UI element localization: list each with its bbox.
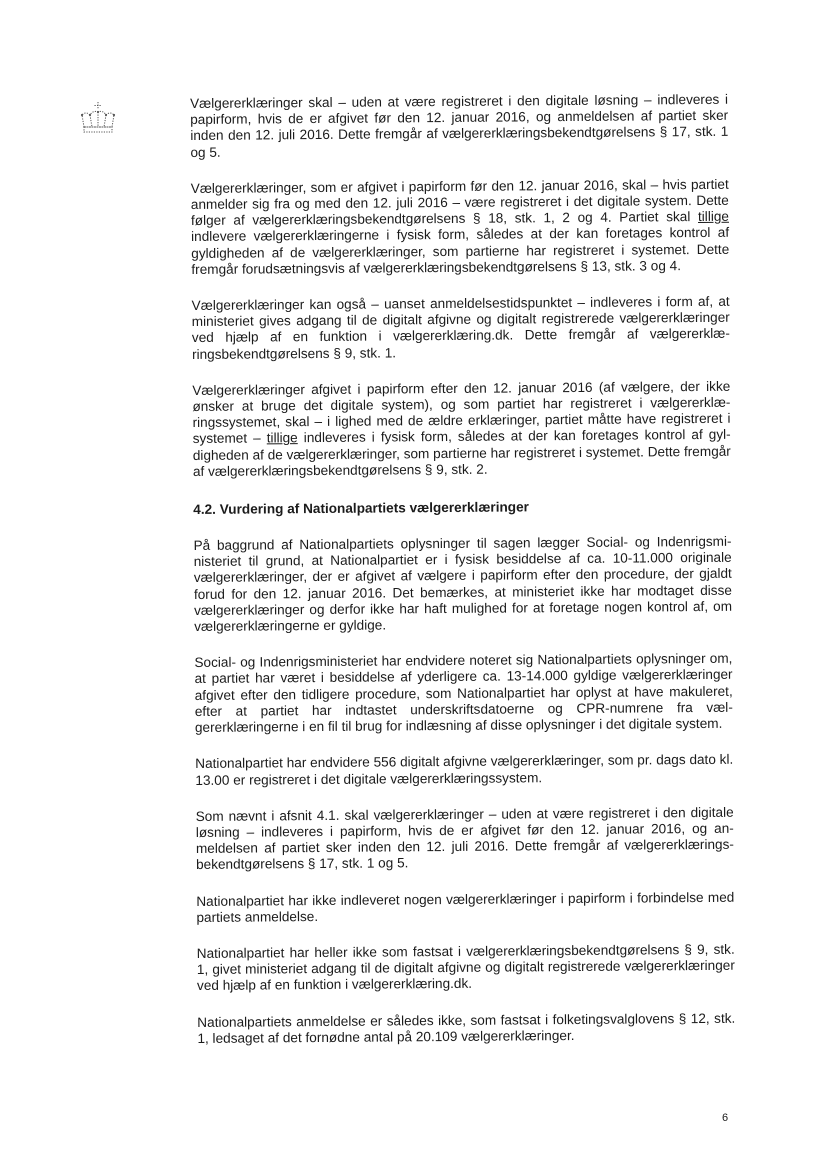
paragraph: Vælgererklæringer kan også – uanset anmeldelsestidspunktet – indleveres i form af, at ministeriet gives adgang til de digitalt afgivne og digitalt registrerede vælgererklæringer ved hjælp af en funktion i vælgererklæring.dk. Dette fremgår af vælgererklæringsbekendtgørelsens § 9, stk. 1.	[191, 293, 730, 362]
paragraph: Social- og Indenrigsministeriet har endvidere noteret sig Nationalpartiets oplysninger om, at partiet har været i besiddelse af yderligere ca. 13-14.000 gyldige vælgererklæringer afgivet efter den tidligere procedure, som Nationalpartiet har oplyst at have makuleret, efter at partiet har indtastet underskriftsdatoerne og CPR-numrene fra vælgererklæringerne i en fil til brug for indlæsning af disse oplysninger i det digitale system.	[194, 651, 733, 736]
paragraph: Som nævnt i afsnit 4.1. skal vælgererklæringer – uden at være registreret i den digitale løsning – indleveres i papirform, hvis de er afgivet før den 12. januar 2016, og anmeldelsen af partiet sker inden den 12. juli 2016. Dette fremgår af vælgererklæringsbekendtgørelsens § 17, stk. 1 og 5.	[195, 804, 734, 873]
paragraph: Vælgererklæringer skal – uden at være registreret i den digitale løsning – indleveres i papirform, hvis de er afgivet før den 12. januar 2016, og anmeldelsen af partiet sker inden den 12. juli 2016. Dette fremgår af vælgererklæringsbekendtgørelsens § 17, stk. 1 og 5.	[190, 91, 729, 160]
paragraph: Nationalpartiet har ikke indleveret nogen vælgererklæringer i papirform i forbindelse med partiets anmeldelse.	[196, 889, 735, 925]
paragraph: Nationalpartiets anmeldelse er således ikke, som fastsat i folketingsvalglovens § 12, stk. 1, ledsaget af det fornødne antal på 20.109 vælgererklæringer.	[197, 1010, 736, 1046]
paragraph: Nationalpartiet har heller ikke som fastsat i vælgererklæringsbekendtgørelsens § 9, stk. 1, givet ministeriet adgang til de digitalt afgivne og digitalt registrerede vælgererklæringer ved hjælp af en funktion i vælgererklæring.dk.	[196, 941, 735, 994]
paragraph: Vælgererklæringer afgivet i papirform efter den 12. januar 2016 (af vælgere, der ikke ønsker at bruge det digitale system), og som partiet har registreret i vælgererklæringssystemet, skal – i lighed med de ældre erklæringer, partiet måtte have registreret i systemet – tillige indleveres i fysisk form, således at der kan foretages kontrol af gyldigheden af de vælgererklæringer, som partierne har registreret i systemet. Dette fremgår af vælgererklæringsbekendtgørelsens § 9, stk. 2.	[192, 378, 731, 479]
paragraph: Nationalpartiet har endvidere 556 digitalt afgivne vælgererklæringer, som pr. dags dato kl. 13.00 er registreret i det digitale vælgererklæringssystem.	[195, 752, 734, 788]
document-body	[190, 92, 736, 1067]
paragraph: Vælgererklæringer, som er afgivet i papirform før den 12. januar 2016, skal – hvis partiet anmelder sig fra og med den 12. juli 2016 – være registreret i det digitale system. Dette følger af vælgererklæringsbekendtgørelsens § 18, stk. 1, 2 og 4. Partiet skal tillige indlevere vælgererklæringerne i fysisk form, således at der kan foretages kontrol af gyldigheden af de vælgererklæringer, som partierne har registreret i systemet. Dette fremgår forudsætningsvis af vælgererklæringsbekendtgørelsens § 13, stk. 3 og 4.	[190, 176, 730, 277]
crown-icon	[78, 100, 118, 136]
section-heading: 4.2. Vurdering af Nationalpartiets vælgererklæringer	[193, 499, 529, 518]
paragraph: På baggrund af Nationalpartiets oplysninger til sagen lægger Social- og Indenrigsministeriet til grund, at Nationalpartiet er i fysisk besiddelse af ca. 10-11.000 originale vælgererklæringer, der er afgivet af vælgere i papirform efter den procedure, der gjaldt forud for den 12. januar 2016. Det bemærkes, at ministeriet ikke har modtaget disse vælgererklæringer og derfor ikke har haft mulighed for at foretage nogen kontrol af, om vælgererklæringerne er gyldige.	[193, 533, 733, 635]
page-number: 6	[722, 1112, 729, 1124]
